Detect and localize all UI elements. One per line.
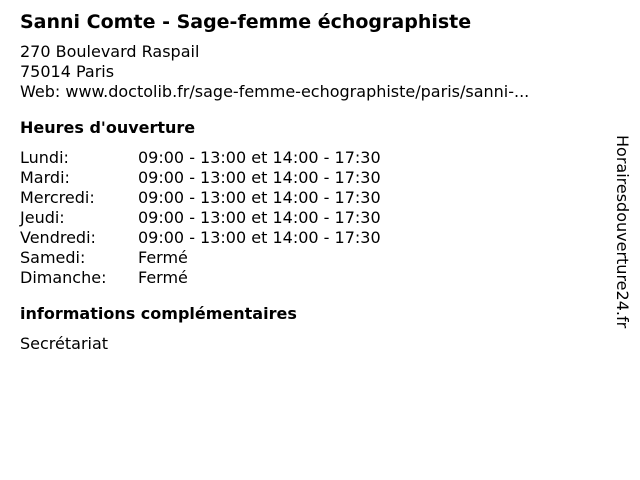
hours-value: Fermé [138,248,188,267]
hours-day: Lundi: [20,148,69,167]
hours-row-samedi [20,248,600,268]
hours-day: Mercredi: [20,188,95,207]
hours-value: 09:00 - 13:00 et 14:00 - 17:30 [138,228,381,247]
info-text: Secrétariat [20,334,109,353]
hours-row-jeudi [20,208,600,228]
street-address: 270 Boulevard Raspail [20,42,200,61]
hours-day: Mardi: [20,168,70,187]
hours-value: 09:00 - 13:00 et 14:00 - 17:30 [138,148,381,167]
hours-day: Dimanche: [20,268,107,287]
hours-row-lundi [20,148,600,168]
hours-day: Jeudi: [20,208,65,227]
hours-value: Fermé [138,268,188,287]
side-brand-watermark: Horairesdouverture24.fr [613,135,632,329]
business-card [20,10,600,354]
hours-row-dimanche [20,268,600,288]
hours-value: 09:00 - 13:00 et 14:00 - 17:30 [138,168,381,187]
address-block [20,42,600,102]
website-line: Web: www.doctolib.fr/sage-femme-echographiste/paris/sanni-... [20,82,530,101]
hours-day: Samedi: [20,248,86,267]
business-title: Sanni Comte - Sage-femme échographiste [20,11,472,33]
hours-value: 09:00 - 13:00 et 14:00 - 17:30 [138,208,381,227]
hours-row-mercredi [20,188,600,208]
hours-table [20,148,600,288]
hours-value: 09:00 - 13:00 et 14:00 - 17:30 [138,188,381,207]
postal-city: 75014 Paris [20,62,115,81]
hours-row-vendredi [20,228,600,248]
hours-heading: Heures d'ouverture [20,118,196,137]
hours-day: Vendredi: [20,228,96,247]
hours-row-mardi [20,168,600,188]
info-heading: informations complémentaires [20,304,297,323]
